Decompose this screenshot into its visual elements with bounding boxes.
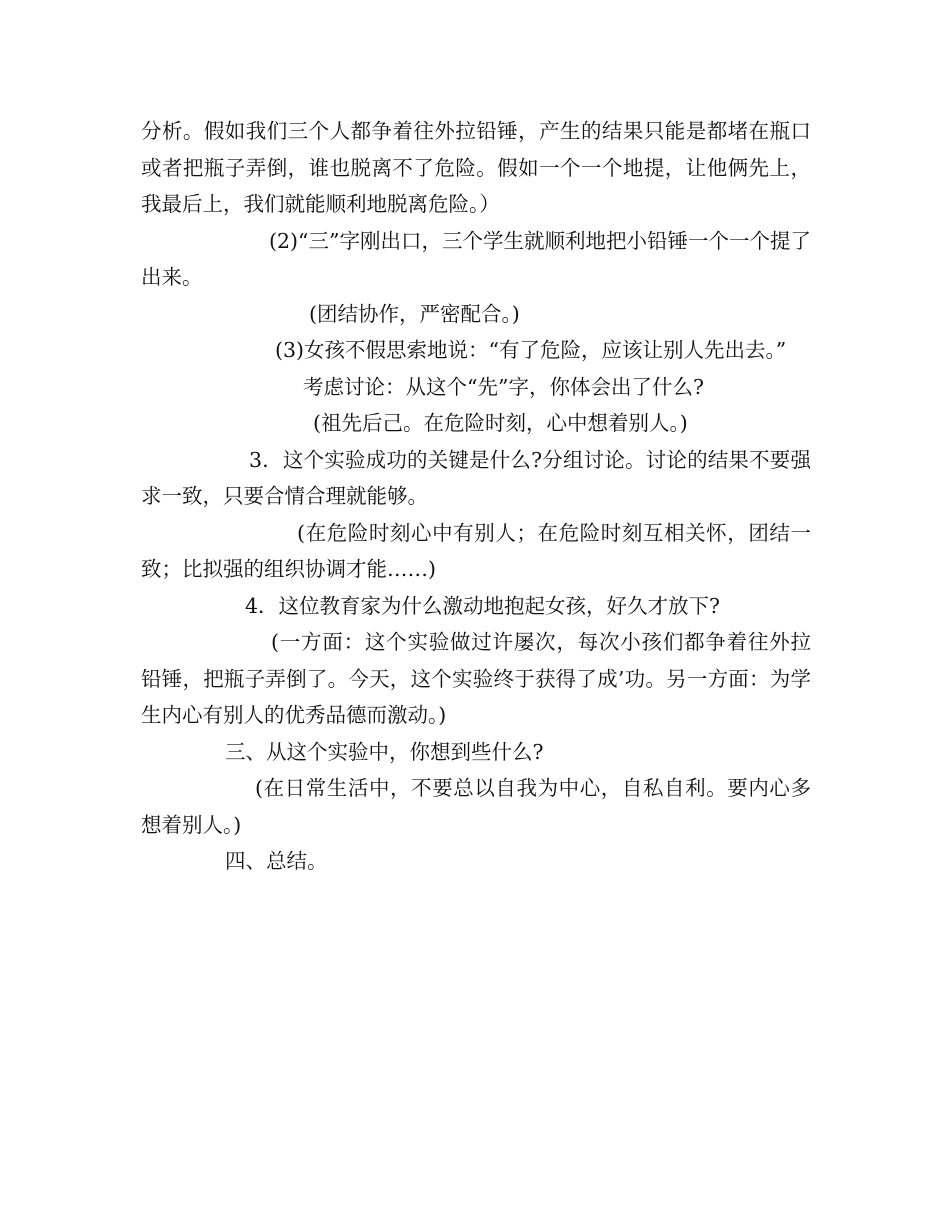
section-three-heading: 三、从这个实验中，你想到些什么? (225, 739, 544, 764)
paragraph-discussion-prompt: 考虑讨论：从这个“先”字，你体会出了什么? (303, 374, 704, 399)
paragraph-question-4: 4．这位教育家为什么激动地抱起女孩，好久才放下? (245, 593, 721, 618)
paragraph-analysis: 分析。假如我们三个人都争着往外拉铅锤，产生的结果只能是都堵在瓶口或者把瓶子弄倒，谁也脱离不了危险。假如一个一个地提，让他俩先上，我最后上，我们就能顺利地脱离危险。） (141, 119, 811, 216)
paragraph-question-3: 3．这个实验成功的关键是什么?分组讨论。讨论的结果不要强求一致，只要合情合理就能够。 (141, 447, 811, 508)
paragraph-step-2: (2)“三”字刚出口，三个学生就顺利地把小铅锤一个一个提了出来。 (141, 228, 811, 289)
section-four-heading: 四、总结。 (225, 849, 328, 873)
paragraph-answer-4: (一方面：这个实验做过许屡次，每次小孩们都争着往外拉铅锤，把瓶子弄倒了。今天，这个实验终于获得了成’功。另一方面：为学生内心有别人的优秀品德而激动。) (141, 630, 811, 727)
paragraph-answer-3: (在危险时刻心中有别人；在危险时刻互相关怀，团结一致；比拟强的组织协调才能……) (141, 520, 811, 581)
paragraph-step-3: (3)女孩不假思索地说：“有了危险，应该让别人先出去。” (275, 338, 787, 362)
paragraph-answer-section-three: (在日常生活中，不要总以自我为中心，自私自利。要内心多想着别人。) (141, 776, 811, 837)
document-body (141, 113, 811, 880)
paragraph-note-cooperation: (团结协作，严密配合。) (309, 301, 520, 326)
paragraph-note-others-first: (祖先后己。在危险时刻，心中想着别人。) (313, 411, 688, 435)
